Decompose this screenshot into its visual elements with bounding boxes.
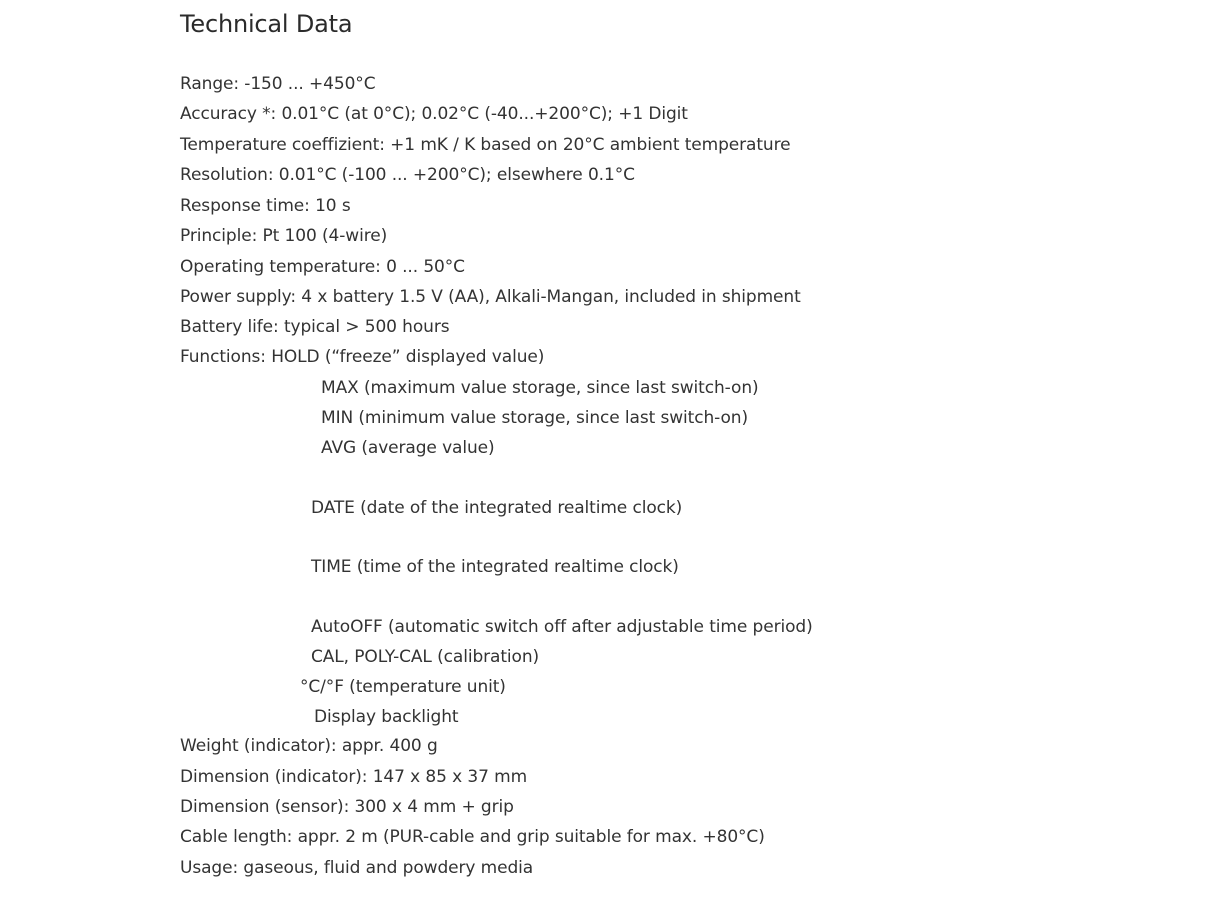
spec-principle: Principle: Pt 100 (4-wire) bbox=[180, 226, 388, 246]
spec-temperature-coefficient: Temperature coeffizient: +1 mK / K based on 20°C ambient temperature bbox=[180, 135, 791, 155]
function-autooff: AutoOFF (automatic switch off after adjustable time period) bbox=[311, 617, 813, 637]
function-min: MIN (minimum value storage, since last switch-on) bbox=[321, 408, 748, 428]
function-date: DATE (date of the integrated realtime clock) bbox=[311, 498, 683, 518]
function-time: TIME (time of the integrated realtime clock) bbox=[311, 557, 679, 577]
spec-response-time: Response time: 10 s bbox=[180, 196, 351, 216]
spec-weight: Weight (indicator): appr. 400 g bbox=[180, 736, 438, 756]
function-calibration: CAL, POLY-CAL (calibration) bbox=[311, 647, 540, 667]
page-title: Technical Data bbox=[180, 10, 353, 38]
spec-dimension-sensor: Dimension (sensor): 300 x 4 mm + grip bbox=[180, 797, 514, 817]
spec-operating-temperature: Operating temperature: 0 ... 50°C bbox=[180, 257, 465, 277]
function-max: MAX (maximum value storage, since last switch-on) bbox=[321, 378, 759, 398]
spec-range: Range: -150 ... +450°C bbox=[180, 74, 376, 94]
spec-accuracy: Accuracy *: 0.01°C (at 0°C); 0.02°C (-40...+200°C); +1 Digit bbox=[180, 104, 688, 124]
spec-battery-life: Battery life: typical > 500 hours bbox=[180, 317, 450, 337]
function-temperature-unit: °C/°F (temperature unit) bbox=[300, 677, 506, 697]
spec-usage: Usage: gaseous, fluid and powdery media bbox=[180, 858, 534, 878]
spec-resolution: Resolution: 0.01°C (-100 ... +200°C); elsewhere 0.1°C bbox=[180, 165, 635, 185]
function-display-backlight: Display backlight bbox=[314, 707, 459, 727]
function-avg: AVG (average value) bbox=[321, 438, 495, 458]
spec-functions: Functions: HOLD (“freeze” displayed value) bbox=[180, 347, 545, 367]
spec-cable-length: Cable length: appr. 2 m (PUR-cable and grip suitable for max. +80°C) bbox=[180, 827, 765, 847]
spec-power-supply: Power supply: 4 x battery 1.5 V (AA), Alkali-Mangan, included in shipment bbox=[180, 287, 801, 307]
spec-dimension-indicator: Dimension (indicator): 147 x 85 x 37 mm bbox=[180, 767, 528, 787]
